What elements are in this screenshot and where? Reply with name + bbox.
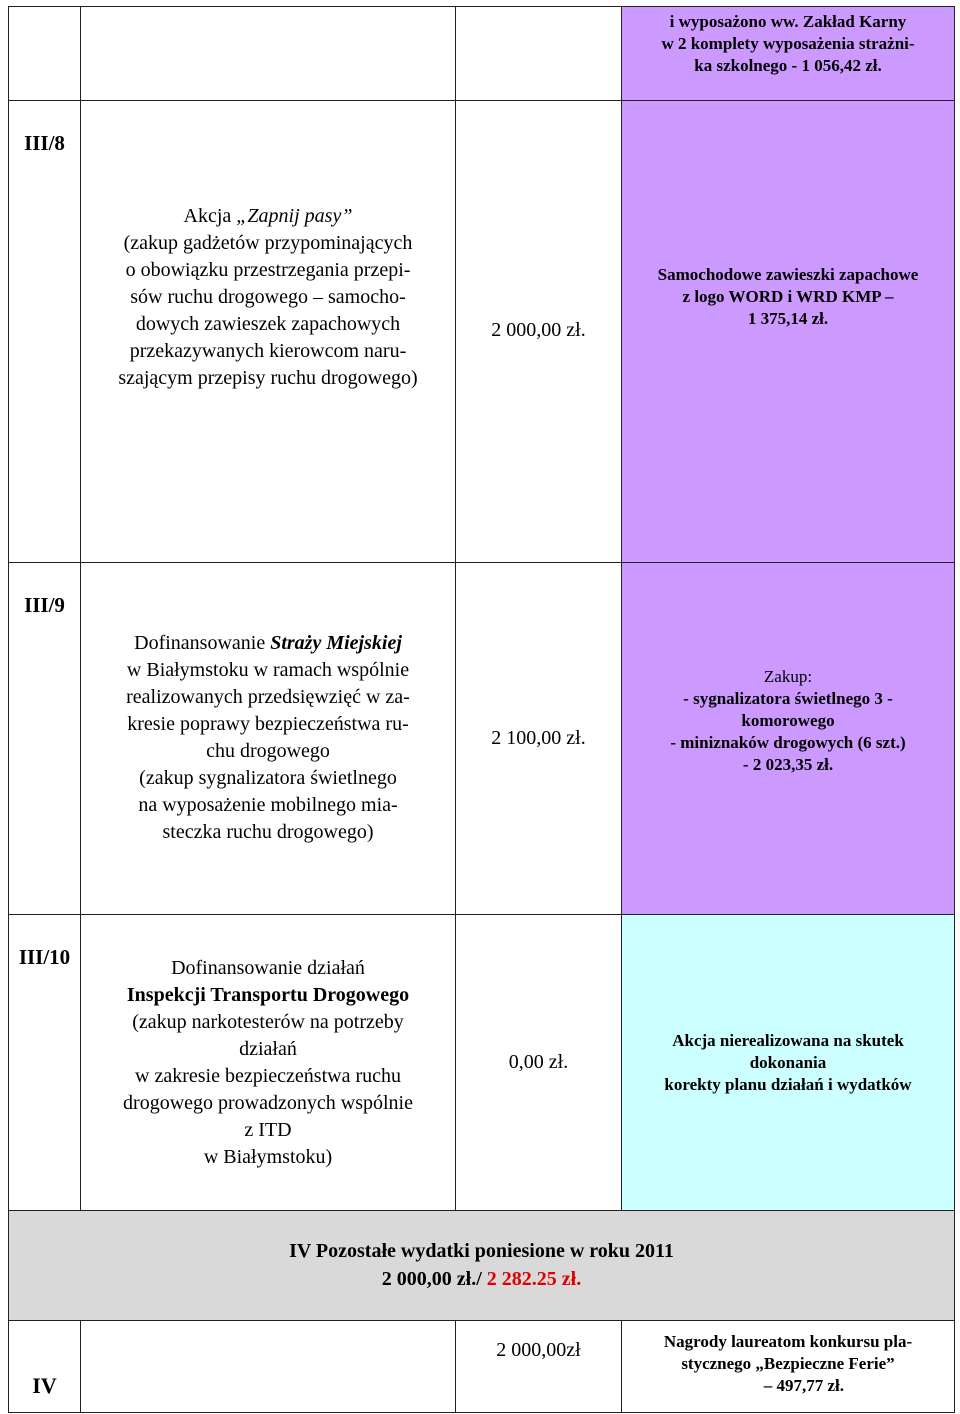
description-cell [81,563,456,915]
planned-amount: 2 000,00zł [496,1339,581,1361]
description-line: kresie poprawy bezpieczeństwa ru- [127,713,409,735]
result-cell [622,1321,955,1413]
table-row [9,1321,955,1413]
description-title: Dofinansowanie działań [171,957,365,979]
result-line: stycznego „Bezpieczne Ferie” [681,1354,895,1373]
amount-cell [456,7,622,101]
description-cell [81,1321,456,1413]
table-row [9,101,955,563]
id-cell [9,563,81,915]
amount-cell [456,915,622,1211]
description-line: chu drogowego [206,740,330,762]
result-line: - miniznaków drogowych (6 szt.) [670,733,906,752]
id-cell [9,915,81,1211]
institution-name: Straży Miejskiej [270,632,402,654]
description-line: z ITD [244,1119,292,1141]
amount-cell [456,1321,622,1413]
description-line: na wyposażenie mobilnego mia- [138,794,398,816]
result-line: i wyposażono ww. Zakład Karny [669,12,907,31]
result-line: korekty planu działań i wydatków [664,1075,912,1094]
result-line: w 2 komplety wyposażenia strażni- [661,34,915,53]
result-heading: Zakup: [763,667,813,686]
summary-row [9,1211,955,1321]
result-line: Akcja nierealizowana na skutek [672,1031,904,1050]
description-line: sów ruchu drogowego – samocho- [130,286,406,308]
description-line: drogowego prowadzonych wspólnie [123,1092,413,1114]
institution-name: Inspekcji Transportu Drogowego [126,984,410,1006]
description-line: szającym przepisy ruchu drogowego) [118,367,418,389]
description-title: Akcja „Zapnij pasy” [183,205,353,227]
result-line: - 2 023,35 zł. [742,755,834,774]
description-line: w zakresie bezpieczeństwa ruchu [135,1065,401,1087]
table-row [9,563,955,915]
result-cell [622,7,955,101]
id-cell [9,1321,81,1413]
result-line: ka szkolnego - 1 056,42 zł. [694,56,882,75]
description-cell [81,101,456,563]
id-cell [9,7,81,101]
table-row [9,915,955,1211]
result-cell [622,563,955,915]
result-line: dokonania [749,1053,827,1072]
summary-title: IV Pozostałe wydatki poniesione w roku 2011 [289,1240,674,1262]
description-line: działań [239,1038,297,1060]
description-line: realizowanych przedsięwzięć w za- [126,686,410,708]
expense-table [8,6,955,1413]
table-row [9,7,955,101]
row-id: IV [32,1373,57,1398]
description-line: (zakup sygnalizatora świetlnego [139,767,397,789]
result-line: 1 375,14 zł. [747,309,829,328]
description-line: dowych zawieszek zapachowych [135,313,401,335]
summary-amounts: 2 000,00 zł./ 2 282.25 zł. [381,1268,582,1290]
row-id: III/9 [24,593,65,617]
result-line: Samochodowe zawieszki zapachowe [657,265,919,284]
id-cell [9,101,81,563]
description-cell [81,915,456,1211]
amount-cell [456,563,622,915]
description-line: w Białymstoku w ramach wspólnie [126,659,410,681]
planned-amount: 2 100,00 zł. [491,727,586,749]
description-cell [81,7,456,101]
description-title: Dofinansowanie Straży Miejskiej [134,632,402,654]
row-id: III/10 [18,945,71,969]
amount-cell [456,101,622,563]
description-line: (zakup gadżetów przypominających [123,232,413,254]
description-line: steczka ruchu drogowego) [162,821,374,843]
summary-actual-amount: 2 282.25 zł. [486,1268,582,1290]
row-id: III/8 [24,131,65,155]
result-cell [622,915,955,1211]
summary-cell [9,1211,955,1321]
result-line: komorowego [741,711,835,730]
result-line: - sygnalizatora świetlnego 3 - [683,689,893,708]
result-line: Nagrody laureatom konkursu pla- [663,1332,913,1351]
result-cell [622,101,955,563]
result-line: – 497,77 zł. [763,1376,844,1395]
planned-amount: 0,00 zł. [508,1051,569,1073]
description-line: (zakup narkotesterów na potrzeby [132,1011,404,1033]
description-line: w Białymstoku) [203,1146,333,1168]
action-name: „Zapnij pasy” [236,205,353,227]
planned-amount: 2 000,00 zł. [491,319,586,341]
description-line: o obowiązku przestrzegania przepi- [125,259,411,281]
result-line: z logo WORD i WRD KMP – [682,287,894,306]
description-line: przekazywanych kierowcom naru- [129,340,407,362]
